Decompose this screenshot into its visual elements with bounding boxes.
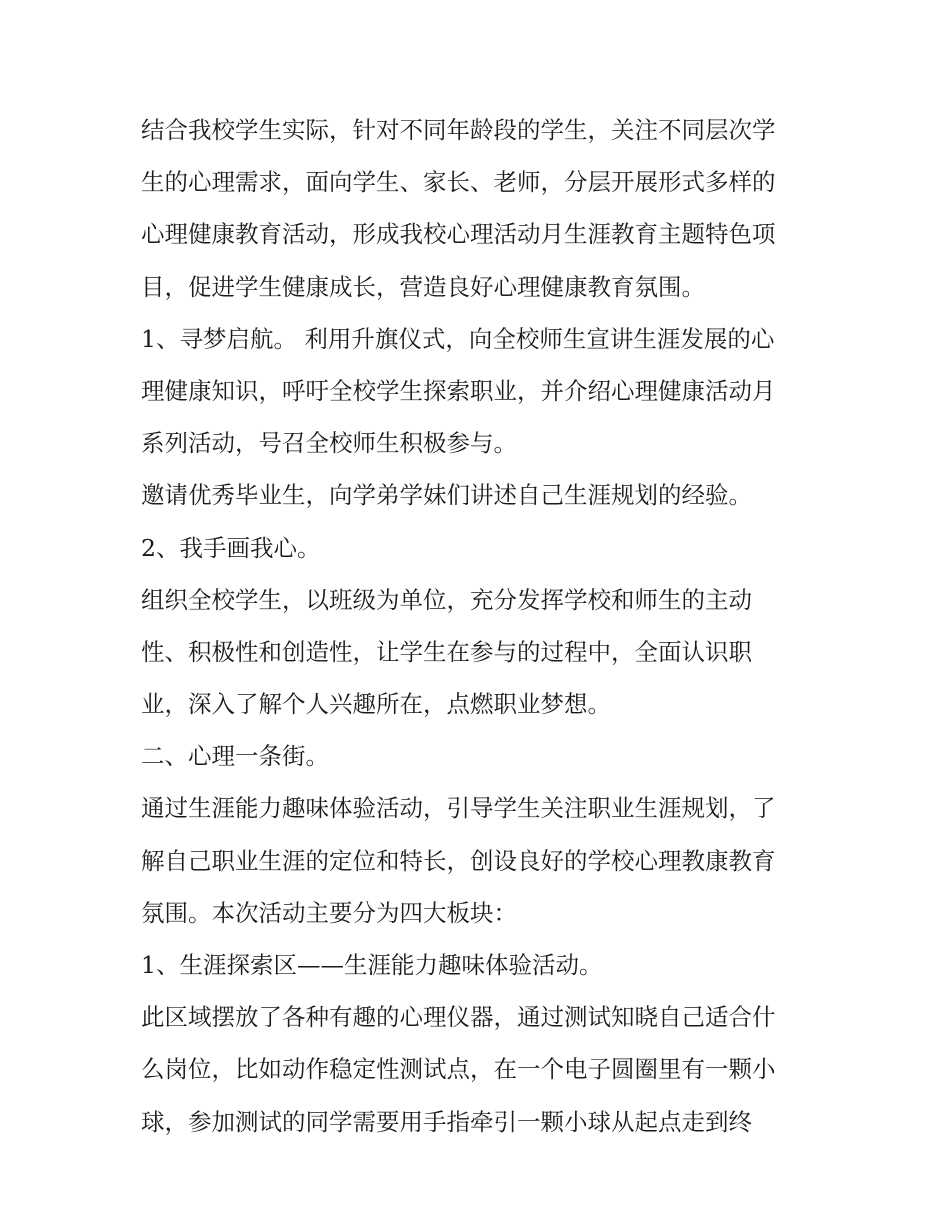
text-line: 业，深入了解个人兴趣所在，点燃职业梦想。 [141, 690, 611, 719]
text-line: 球，参加测试的同学需要用手指牵引一颗小球从起点走到终 [141, 1107, 752, 1136]
text-line: 1、生涯探索区——生涯能力趣味体验活动。 [141, 951, 603, 979]
text-line: 邀请优秀毕业生，向学弟学妹们讲述自己生涯规划的经验。 [141, 481, 752, 510]
text-line: 解自己职业生涯的定位和特长，创设良好的学校心理教康教育 [141, 846, 776, 875]
text-line: 氛围。本次活动主要分为四大板块： [141, 898, 517, 927]
text-line: 目，促进学生健康成长，营造良好心理健康教育氛围。 [141, 272, 705, 301]
text-line: 结合我校学生实际，针对不同年龄段的学生，关注不同层次学 [141, 116, 776, 144]
text-line: 系列活动，号召全校师生积极参与。 [141, 429, 517, 458]
text-line: 理健康知识，呼吁全校学生探索职业，并介绍心理健康活动月 [141, 376, 776, 405]
text-line: 此区域摆放了各种有趣的心理仪器，通过测试知晓自己适合什 [141, 1003, 776, 1032]
text-line: 2、我手画我心。 [141, 533, 321, 562]
text-line: 1、寻梦启航。 利用升旗仪式，向全校师生宣讲生涯发展的心 [141, 324, 775, 353]
text-line: 通过生涯能力趣味体验活动，引导学生关注职业生涯规划，了 [141, 794, 776, 823]
text-line: 性、积极性和创造性，让学生在参与的过程中，全面认识职 [141, 637, 752, 666]
text-line: 组织全校学生，以班级为单位，充分发挥学校和师生的主动 [141, 585, 752, 614]
text-line: 生的心理需求，面向学生、家长、老师，分层开展形式多样的 [141, 168, 776, 197]
document-body [141, 104, 821, 1148]
text-line: 二、心理一条街。 [141, 742, 329, 771]
text-line: 心理健康教育活动，形成我校心理活动月生涯教育主题特色项 [141, 220, 776, 249]
text-line: 么岗位，比如动作稳定性测试点，在一个电子圆圈里有一颗小 [141, 1055, 776, 1084]
